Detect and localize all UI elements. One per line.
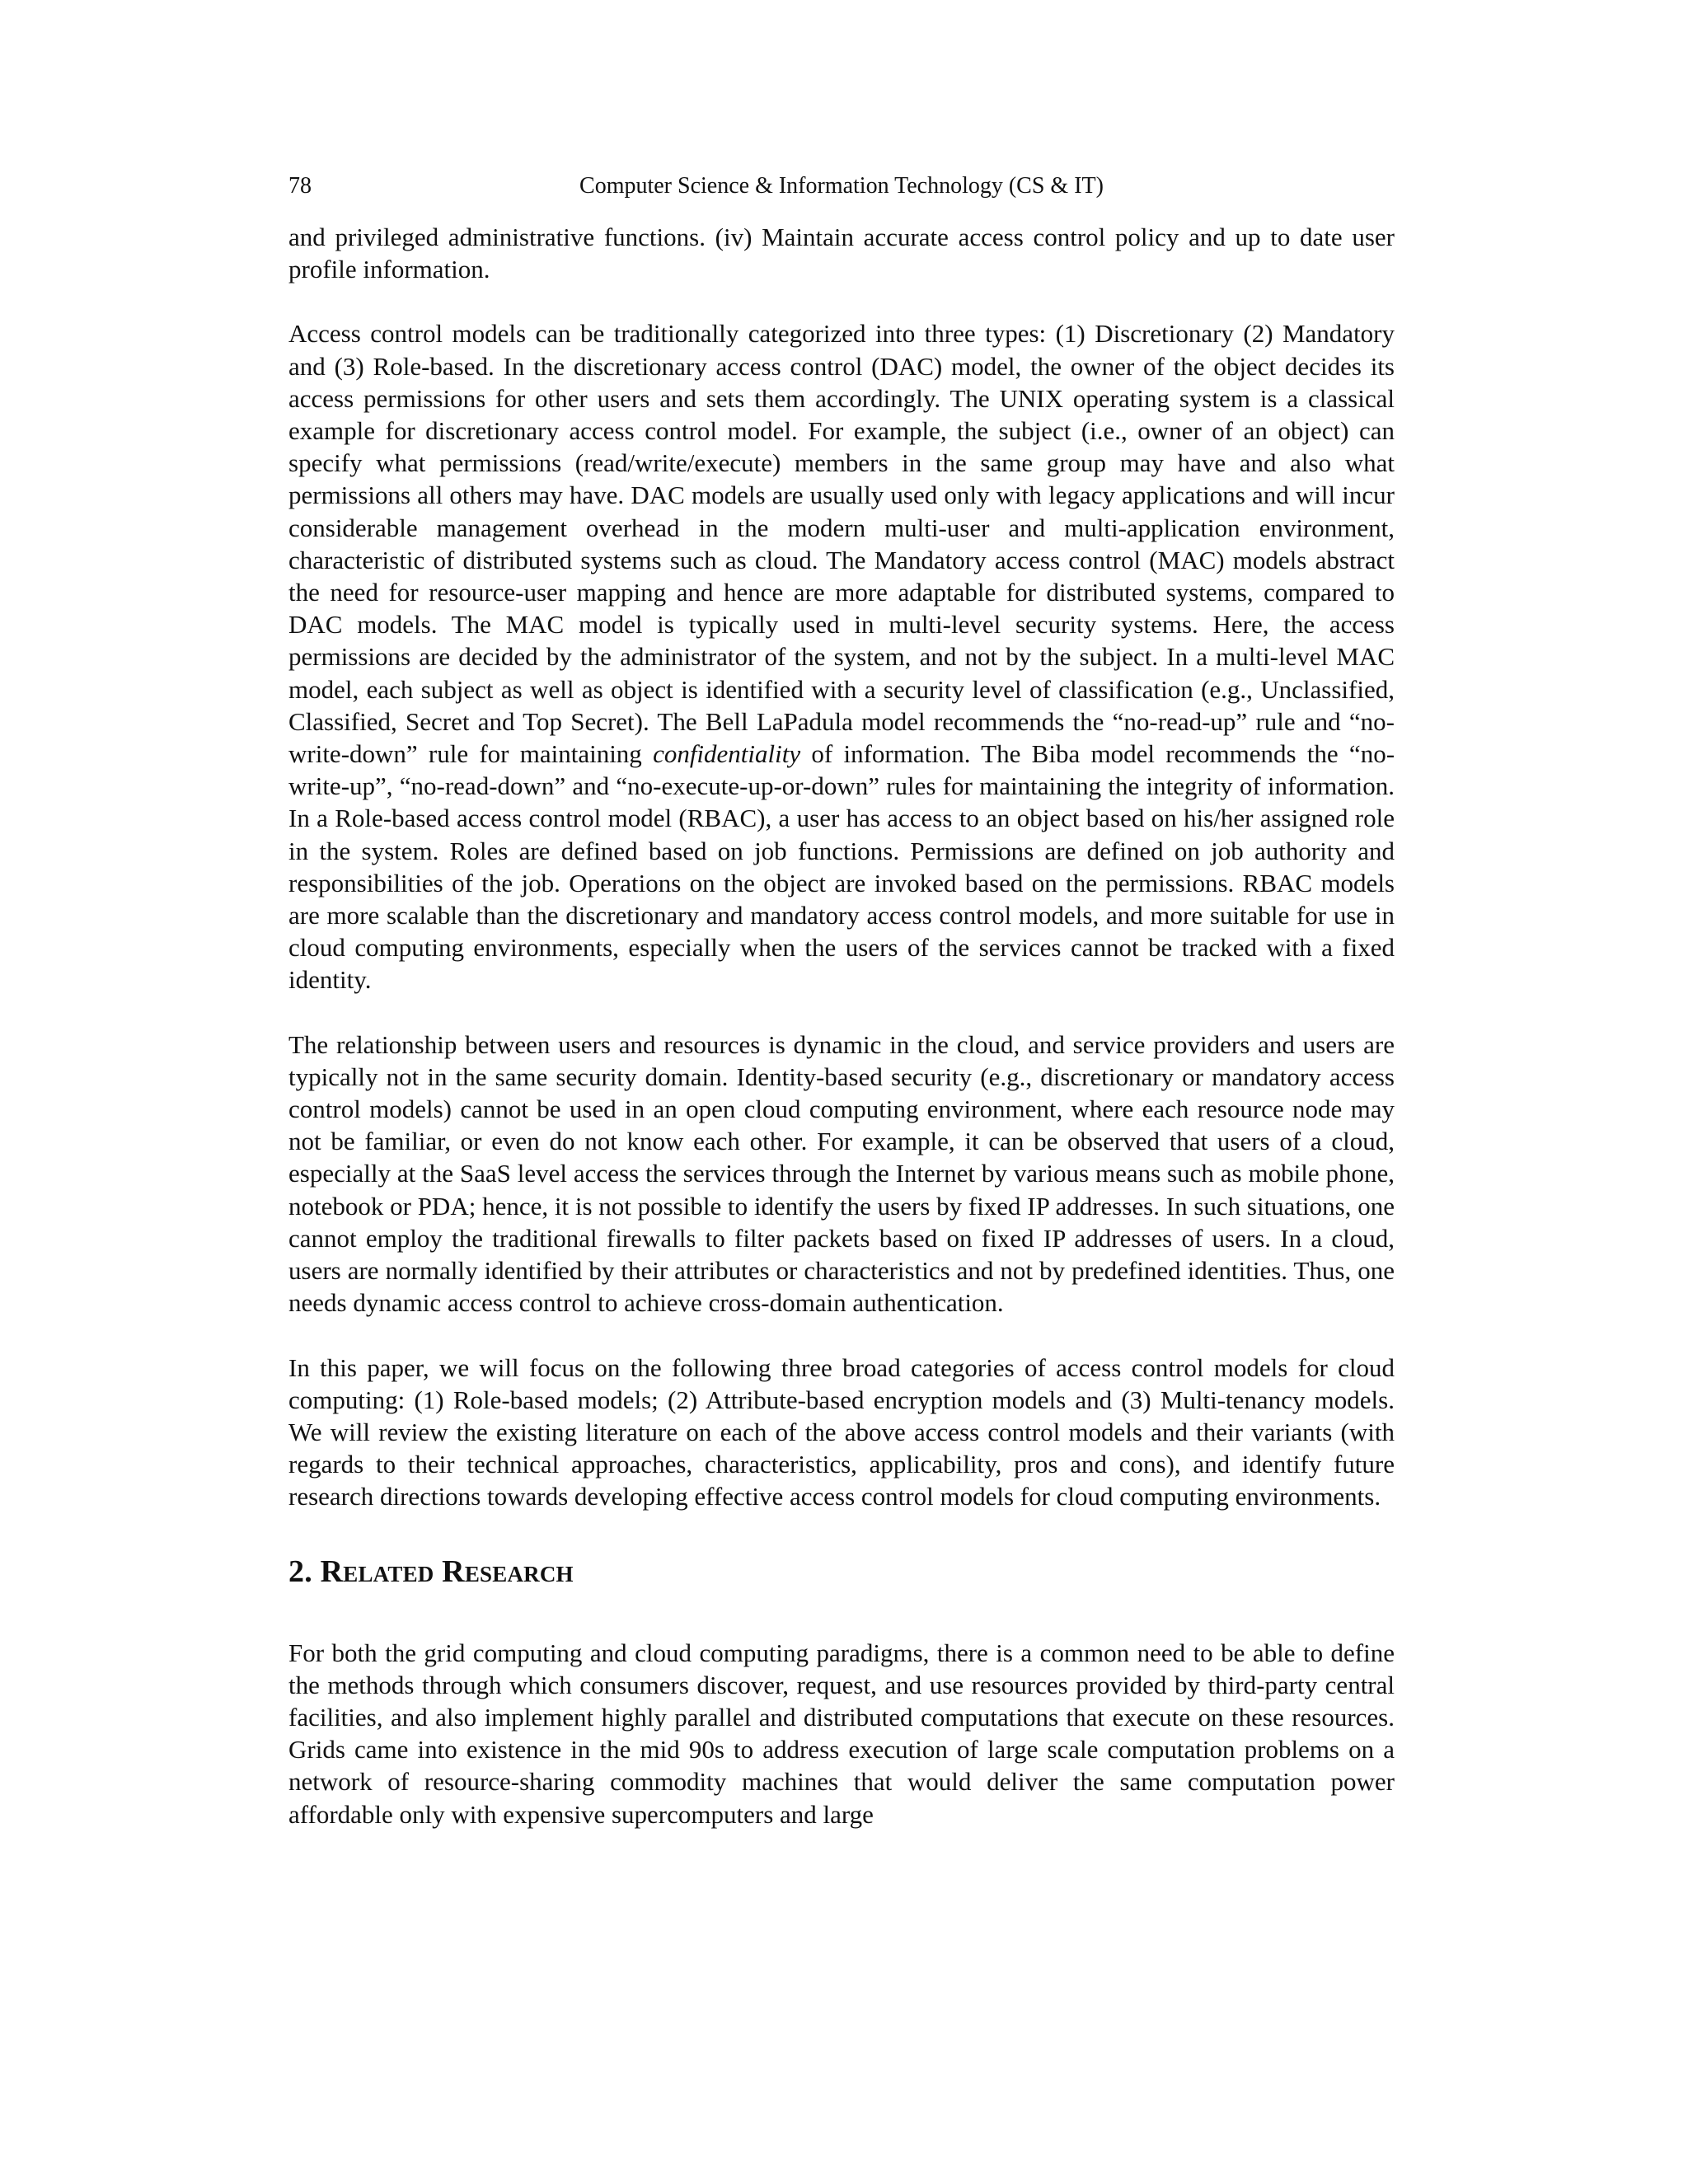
- body-text: [288, 221, 1395, 1830]
- emphasis-confidentiality: confidentiality: [653, 739, 801, 769]
- paragraph-access-control-models: [288, 317, 1395, 996]
- page-header: [288, 170, 1395, 203]
- paragraph-grid-cloud: For both the grid computing and cloud computing paradigms, there is a common need to be able to define the methods through which consumers discover, request, and use resources provided by third-party central facilities, and also implement highly parallel and distributed computations that execute on these resources. Grids came into existence in the mid 90s to address execution of large scale computation problems on a network of resource-sharing commodity machines that would deliver the same computation power affordable only with expensive supercomputers and large: [288, 1638, 1395, 1829]
- paragraph-continuation: and privileged administrative functions. (iv) Maintain accurate access control policy and up to date user profile information.: [288, 223, 1395, 284]
- section-heading-related-research: 2. Related Research: [288, 1554, 574, 1589]
- page-number: 78: [288, 173, 312, 199]
- running-title: Computer Science & Information Technology (CS & IT): [579, 173, 1104, 199]
- paragraph-paper-focus: In this paper, we will focus on the following three broad categories of access control models for cloud computing: (1) Role-based models; (2) Attribute-based encryption models and (3) Multi-tenancy models. We will review the existing literature on each of the above access control models and their variants (with regards to their technical approaches, characteristics, applicability, pros and cons), and identify future research directions towards developing effective access control models for cloud computing environments.: [288, 1352, 1395, 1511]
- paragraph-text-before-emphasis: Access control models can be traditionally categorized into three types: (1) Discretionary (2) Mandatory and (3) Role-based. In the discretionary access control (DAC) model, the owner of the object decides its access permissions for other users and sets them accordingly. The UNIX operating system is a classical example for discretionary access control model. For example, the subject (i.e., owner of an object) can specify what permissions (read/write/execute) members in the same group may have and also what permissions all others may have. DAC models are usually used only with legacy applications and will incur considerable management overhead in the modern multi-user and multi-application environment, characteristic of distributed systems such as cloud. The Mandatory access control (MAC) models abstract the need for resource-user mapping and hence are more adaptable for distributed systems, compared to DAC models. The MAC model is typically used in multi-level security systems. Here, the access permissions are decided by the administrator of the system, and not by the subject. In a multi-level MAC model, each subject as well as object is identified with a security level of classification (e.g., Unclassified, Classified, Secret and Top Secret). The Bell LaPadula model recommends the “no-read-up” rule and “no-write-down” rule for maintaining: [288, 319, 1395, 769]
- paragraph-cloud-relationship: The relationship between users and resources is dynamic in the cloud, and service providers and users are typically not in the same security domain. Identity-based security (e.g., discretionary or mandatory access control models) cannot be used in an open cloud computing environment, where each resource node may not be familiar, or even do not know each other. For example, it can be observed that users of a cloud, especially at the SaaS level access the services through the Internet by various means such as mobile phone, notebook or PDA; hence, it is not possible to identify the users by fixed IP addresses. In such situations, one cannot employ the traditional firewalls to filter packets based on fixed IP addresses of users. In a cloud, users are normally identified by their attributes or characteristics and not by predefined identities. Thus, one needs dynamic access control to achieve cross-domain authentication.: [288, 1029, 1395, 1318]
- paragraph-text-after-emphasis: of information. The Biba model recommends the “no-write-up”, “no-read-down” and “no-execute-up-or-down” rules for maintaining the integrity of information. In a Role-based access control model (RBAC), a user has access to an object based on his/her assigned role in the system. Roles are defined based on job functions. Permissions are defined on job authority and responsibilities of the job. Operations on the object are invoked based on the permissions. RBAC models are more scalable than the discretionary and mandatory access control models, and more suitable for use in cloud computing environments, especially when the users of the services cannot be tracked with a fixed identity.: [288, 739, 1395, 995]
- document-page: [288, 170, 1395, 1863]
